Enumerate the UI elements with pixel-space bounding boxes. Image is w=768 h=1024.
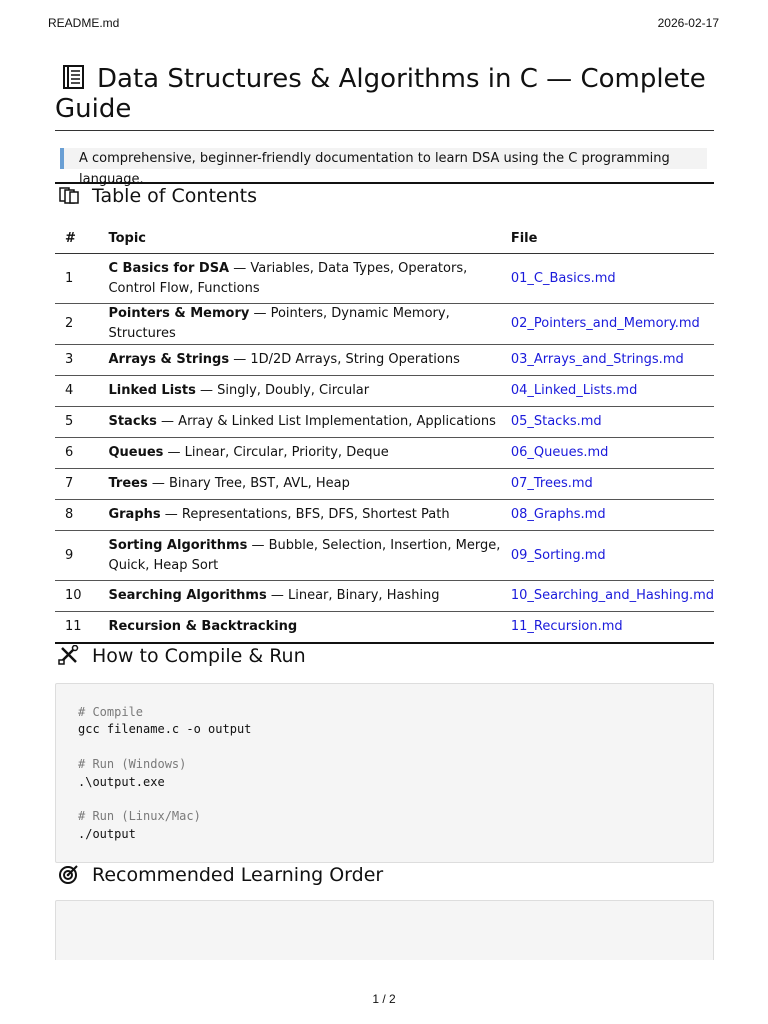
row-number: 9 [55,531,108,581]
file-cell [511,254,714,304]
topic-desc: — Singly, Doubly, Circular [195,383,370,398]
code-line: # Compile [78,705,144,719]
file-cell [511,438,714,469]
file-cell [511,612,714,644]
toc-heading [55,184,714,208]
row-number: 2 [55,304,108,345]
topic-name: Queues [108,445,164,460]
file-cell [511,469,714,500]
topic-desc: — Variables, Data Types, Operators, Control Flow, Functions [108,260,468,296]
file-link[interactable]: 02_Pointers_and_Memory.md [510,316,700,331]
column-header-num: # [55,223,108,254]
table-row [55,438,714,469]
topic-cell [108,345,510,376]
code-line: gcc filename.c -o output [78,722,252,737]
topic-desc: — Linear, Binary, Hashing [266,588,440,603]
topic-name: Graphs [108,507,161,522]
print-date: 2026-02-17 [657,16,719,30]
table-row [55,345,714,376]
document-body [55,64,714,960]
file-link[interactable]: 11_Recursion.md [510,619,623,634]
table-row [55,531,714,581]
topic-name: Sorting Algorithms [108,537,248,553]
file-link[interactable]: 01_C_Basics.md [510,270,616,286]
code-line: # Run (Linux/Mac) [78,809,201,824]
code-block [55,900,714,960]
file-link[interactable]: 03_Arrays_and_Strings.md [510,352,684,367]
topic-cell [108,376,510,407]
file-link[interactable]: 09_Sorting.md [510,547,606,563]
file-link[interactable]: 04_Linked_Lists.md [510,383,638,398]
target-icon [58,864,80,884]
code-line: ./output [78,826,136,841]
intro-blockquote: A comprehensive, beginner-friendly documentation to learn DSA using the C programming language. [60,148,707,169]
table-row [55,304,714,345]
code-line: # Run (Windows) [78,757,187,772]
row-number: 10 [55,581,108,612]
books-icon [58,185,80,205]
file-link[interactable]: 07_Trees.md [510,476,593,491]
topic-desc: — 1D/2D Arrays, String Operations [229,352,460,367]
table-row [55,407,714,438]
topic-cell [108,304,510,345]
row-number: 1 [55,254,108,304]
code-line: .\output.exe [78,774,165,789]
learning-order-heading-text: Recommended Learning Order [92,864,384,886]
topic-desc: — Array & Linked List Implementation, Applications [156,414,496,429]
file-cell [511,500,714,531]
topic-cell [108,612,510,644]
topic-cell [108,531,510,581]
topic-cell [108,469,510,500]
table-row [55,500,714,531]
learning-order-heading [55,863,714,887]
file-link[interactable]: 05_Stacks.md [510,414,602,429]
compile-heading-text: How to Compile & Run [92,645,306,667]
page-title [55,64,714,131]
code-line [78,739,713,756]
code-block [55,683,714,863]
row-number: 5 [55,407,108,438]
page-number: 1 / 2 [372,992,396,1006]
topic-cell [108,254,510,304]
file-cell [511,531,714,581]
book-icon [61,64,87,90]
file-link[interactable]: 10_Searching_and_Hashing.md [510,588,714,603]
code-line [78,791,713,808]
row-number: 11 [55,612,108,644]
page-title-text: Data Structures & Algorithms in C — Complete Guide [55,64,706,124]
print-filename: README.md [48,16,120,30]
topic-desc: — Bubble, Selection, Insertion, Merge, Quick, Heap Sort [108,537,501,573]
topic-name: Arrays & Strings [108,352,230,367]
file-link[interactable]: 08_Graphs.md [510,507,606,522]
row-number: 4 [55,376,108,407]
topic-name: C Basics for DSA [108,260,230,276]
print-header [48,16,719,32]
row-number: 8 [55,500,108,531]
toc-heading-text: Table of Contents [92,185,257,207]
topic-desc: — Pointers, Dynamic Memory, Structures [108,306,450,341]
topic-name: Trees [108,476,148,491]
topic-name: Linked Lists [108,383,196,398]
topic-cell [108,407,510,438]
table-row [55,376,714,407]
tools-icon [58,645,80,665]
table-row [55,581,714,612]
topic-cell [108,500,510,531]
file-cell [511,581,714,612]
column-header-file: File [511,223,714,254]
file-cell [511,376,714,407]
topic-desc: — Representations, BFS, DFS, Shortest Path [160,507,450,522]
file-cell [511,407,714,438]
file-cell [511,345,714,376]
file-cell [511,304,714,345]
topic-desc: — Binary Tree, BST, AVL, Heap [147,476,350,491]
topic-desc: — Linear, Circular, Priority, Deque [163,445,389,460]
topic-name: Searching Algorithms [108,588,267,603]
row-number: 7 [55,469,108,500]
table-row [55,612,714,644]
row-number: 6 [55,438,108,469]
topic-name: Stacks [108,414,157,429]
topic-name: Recursion & Backtracking [108,619,298,634]
row-number: 3 [55,345,108,376]
compile-heading [55,644,714,668]
file-link[interactable]: 06_Queues.md [510,445,609,460]
table-row [55,254,714,304]
toc-table [55,223,714,644]
table-row [55,469,714,500]
topic-cell [108,581,510,612]
topic-name: Pointers & Memory [108,306,250,321]
topic-cell [108,438,510,469]
column-header-topic: Topic [108,223,510,254]
